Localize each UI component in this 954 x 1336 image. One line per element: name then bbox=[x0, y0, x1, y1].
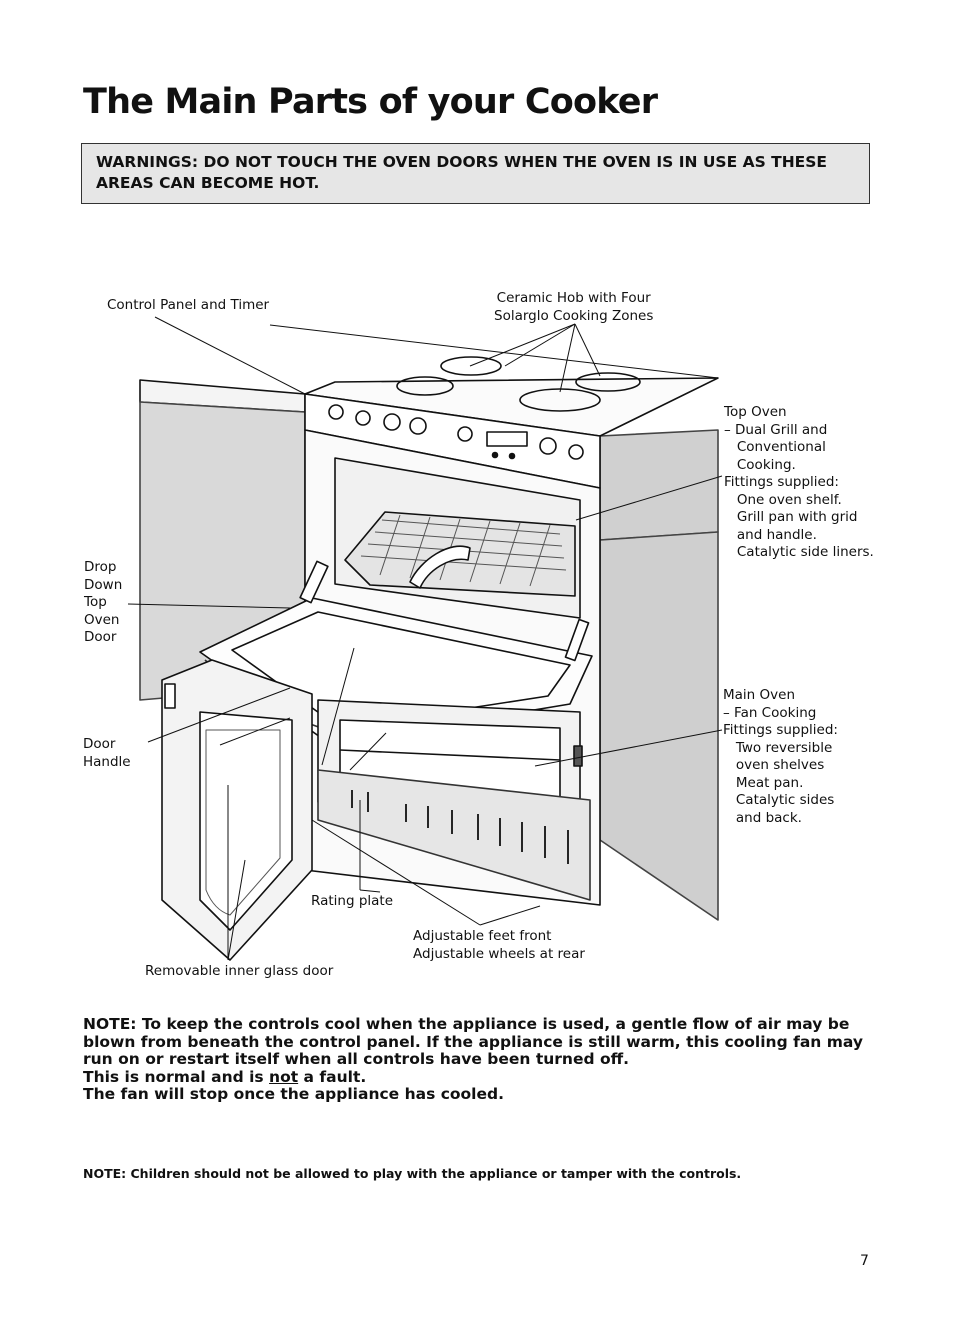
fan-note-normal bbox=[83, 1069, 883, 1087]
fan-note-not: not bbox=[269, 1067, 299, 1086]
label-main-oven: Main Oven – Fan Cooking Fittings supplied: Two reversible oven shelves Meat pan. Catalytic sides and back. bbox=[723, 687, 838, 826]
label-adjustable-feet: Adjustable feet front Adjustable wheels at rear bbox=[413, 928, 585, 962]
page-title: The Main Parts of your Cooker bbox=[83, 82, 658, 122]
children-note: NOTE: Children should not be allowed to play with the appliance or tamper with the controls. bbox=[83, 1166, 742, 1181]
right-worktop bbox=[600, 430, 718, 540]
page-number: 7 bbox=[860, 1253, 869, 1269]
label-top-oven: Top Oven – Dual Grill and Conventional Cooking. Fittings supplied: One oven shelf. Grill pan with grid and handle. Catalytic side liners. bbox=[724, 404, 874, 560]
fan-note-normal-suffix: a fault. bbox=[298, 1067, 367, 1086]
label-rating-plate: Rating plate bbox=[311, 893, 394, 909]
label-control-panel: Control Panel and Timer bbox=[107, 297, 270, 313]
warning-text: WARNINGS: DO NOT TOUCH THE OVEN DOORS WHEN THE OVEN IS IN USE AS THESE AREAS CAN BECOME HOT. bbox=[96, 153, 828, 192]
fan-note bbox=[83, 1016, 883, 1104]
label-door-handle: Door Handle bbox=[83, 736, 131, 770]
fan-note-paragraph: NOTE: To keep the controls cool when the appliance is used, a gentle flow of air may be blown from beneath the control panel. If the appliance is still warm, this cooling fan may run on or restart itself when all controls have been turned off. bbox=[83, 1015, 863, 1068]
label-drop-down-door: Drop Down Top Oven Door bbox=[84, 559, 123, 645]
label-inner-glass-door: Removable inner glass door bbox=[145, 963, 334, 979]
fan-note-normal-prefix: This is normal and is bbox=[83, 1067, 270, 1086]
right-cabinet bbox=[600, 532, 718, 920]
label-ceramic-hob: Ceramic Hob with Four Solarglo Cooking Zones bbox=[494, 290, 654, 324]
door-handle-shape bbox=[165, 684, 175, 708]
fan-note-stop: The fan will stop once the appliance has cooled. bbox=[83, 1085, 504, 1103]
